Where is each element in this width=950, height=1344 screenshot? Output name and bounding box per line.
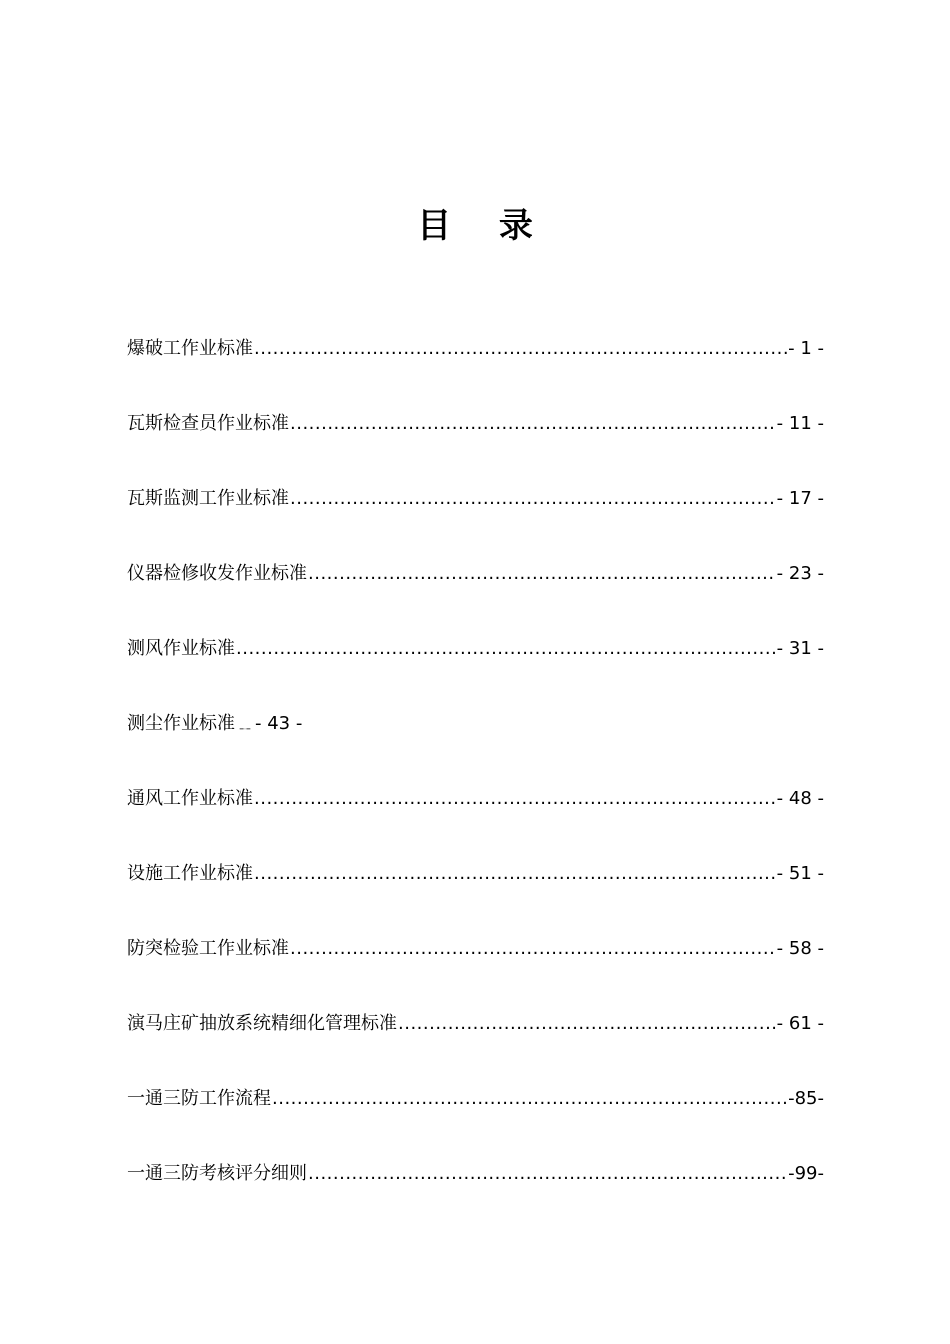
- toc-entry[interactable]: [127, 409, 824, 484]
- toc-entry-label: 演马庄矿抽放系统精细化管理标准: [127, 1013, 397, 1034]
- toc-dot-leader: [254, 784, 776, 814]
- toc-dot-leader: [290, 484, 776, 514]
- toc-dot-leader: [308, 1159, 787, 1189]
- toc-dot-leader: [236, 634, 776, 664]
- toc-list: [127, 334, 824, 1234]
- toc-entry[interactable]: [127, 1084, 824, 1159]
- toc-entry-page: - 17 -: [776, 488, 824, 509]
- toc-entry-page: - 11 -: [776, 413, 824, 434]
- toc-title: 目 录: [417, 206, 551, 246]
- toc-entry-page: - 51 -: [776, 863, 824, 884]
- toc-entry-page: - 43 -: [255, 713, 303, 734]
- toc-entry-label: 测风作业标准: [127, 638, 235, 659]
- toc-entry-label: 测尘作业标准: [127, 713, 235, 734]
- toc-entry-separator: ﹎: [236, 713, 254, 734]
- toc-entry-label: 一通三防工作流程: [127, 1088, 271, 1109]
- toc-entry[interactable]: [127, 1159, 824, 1234]
- toc-entry-label: 防突检验工作业标准: [127, 938, 289, 959]
- toc-dot-leader: [254, 859, 776, 889]
- toc-entry-label: 通风工作业标准: [127, 788, 253, 809]
- toc-entry-page: - 1 -: [788, 338, 824, 359]
- toc-entry-page: - 58 -: [776, 938, 824, 959]
- toc-entry[interactable]: [127, 334, 824, 409]
- toc-entry-label: 爆破工作业标准: [127, 338, 253, 359]
- toc-dot-leader: [308, 559, 776, 589]
- toc-entry-page: - 31 -: [776, 638, 824, 659]
- toc-entry-page: -85-: [788, 1088, 824, 1109]
- toc-entry[interactable]: [127, 859, 824, 934]
- toc-entry[interactable]: [127, 634, 824, 709]
- toc-entry-page: - 61 -: [776, 1013, 824, 1034]
- toc-dot-leader: [290, 934, 776, 964]
- toc-entry[interactable]: [127, 484, 824, 559]
- toc-entry-page: - 48 -: [776, 788, 824, 809]
- toc-entry[interactable]: [127, 934, 824, 1009]
- toc-dot-leader: [398, 1009, 776, 1039]
- toc-entry-label: 一通三防考核评分细则: [127, 1163, 307, 1184]
- toc-entry-page: -99-: [788, 1163, 824, 1184]
- toc-dot-leader: [290, 409, 776, 439]
- toc-entry-label: 设施工作业标准: [127, 863, 253, 884]
- toc-dot-leader: [254, 334, 787, 364]
- toc-entry[interactable]: [127, 559, 824, 634]
- toc-entry[interactable]: [127, 784, 824, 859]
- toc-entry[interactable]: [127, 1009, 824, 1084]
- toc-entry-label: 仪器检修收发作业标准: [127, 563, 307, 584]
- toc-entry-page: - 23 -: [776, 563, 824, 584]
- toc-entry[interactable]: [127, 709, 824, 784]
- toc-entry-label: 瓦斯检查员作业标准: [127, 413, 289, 434]
- toc-dot-leader: [272, 1084, 787, 1114]
- toc-entry-label: 瓦斯监测工作业标准: [127, 488, 289, 509]
